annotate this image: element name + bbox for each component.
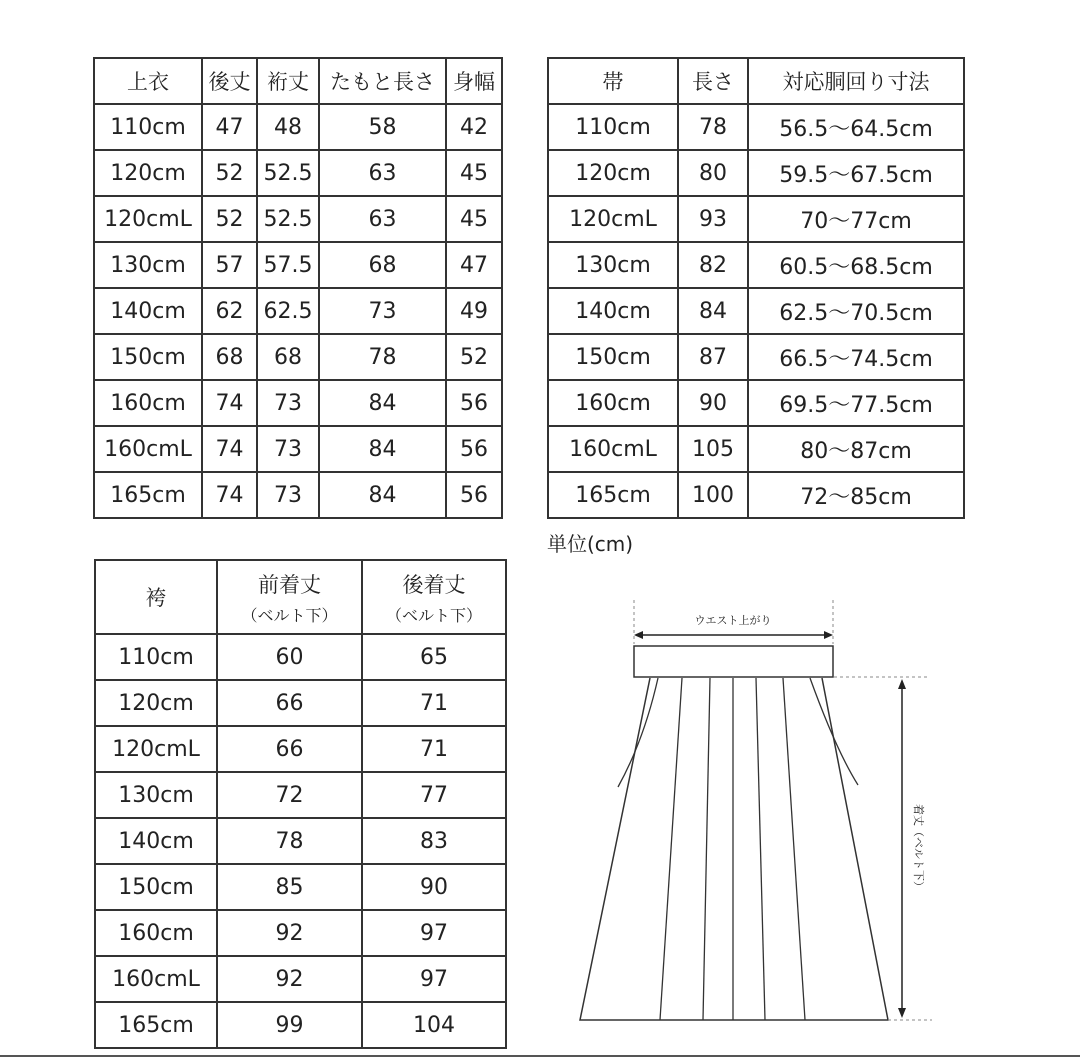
value-cell: 104 bbox=[362, 1002, 506, 1048]
top-size-table bbox=[93, 57, 503, 519]
value-cell: 100 bbox=[678, 472, 748, 518]
value-cell: 72〜85cm bbox=[748, 472, 964, 518]
value-cell: 68 bbox=[257, 334, 319, 380]
value-cell: 90 bbox=[678, 380, 748, 426]
size-cell: 120cmL bbox=[95, 726, 217, 772]
value-cell: 47 bbox=[446, 242, 502, 288]
value-cell: 58 bbox=[319, 104, 446, 150]
value-cell: 57 bbox=[202, 242, 257, 288]
value-cell: 45 bbox=[446, 150, 502, 196]
header-front-length bbox=[217, 560, 362, 634]
value-cell: 84 bbox=[319, 426, 446, 472]
size-cell: 130cm bbox=[548, 242, 678, 288]
table-row bbox=[94, 242, 502, 288]
value-cell: 71 bbox=[362, 680, 506, 726]
value-cell: 105 bbox=[678, 426, 748, 472]
table-row bbox=[94, 426, 502, 472]
size-cell: 110cm bbox=[95, 634, 217, 680]
value-cell: 66 bbox=[217, 726, 362, 772]
value-cell: 49 bbox=[446, 288, 502, 334]
size-cell: 140cm bbox=[95, 818, 217, 864]
top-table-header-row bbox=[94, 58, 502, 104]
table-row bbox=[548, 472, 964, 518]
length-label: 着丈（ベルト下） bbox=[912, 804, 925, 892]
pleat-line bbox=[703, 678, 710, 1020]
pleat-line bbox=[756, 678, 765, 1020]
table-row bbox=[95, 634, 506, 680]
size-cell: 150cm bbox=[95, 864, 217, 910]
value-cell: 60 bbox=[217, 634, 362, 680]
size-cell: 120cm bbox=[95, 680, 217, 726]
right-side-slit bbox=[810, 678, 858, 785]
table-row bbox=[94, 104, 502, 150]
value-cell: 56.5〜64.5cm bbox=[748, 104, 964, 150]
size-cell: 160cmL bbox=[94, 426, 202, 472]
table-row bbox=[95, 726, 506, 772]
table-row bbox=[548, 288, 964, 334]
value-cell: 78 bbox=[319, 334, 446, 380]
value-cell: 73 bbox=[319, 288, 446, 334]
header-body-width: 身幅 bbox=[446, 58, 502, 104]
size-cell: 165cm bbox=[95, 1002, 217, 1048]
length-arrow-bottom-icon bbox=[898, 1008, 906, 1018]
table-row bbox=[94, 288, 502, 334]
header-top: 上衣 bbox=[94, 58, 202, 104]
bottom-divider bbox=[0, 1055, 1080, 1057]
value-cell: 87 bbox=[678, 334, 748, 380]
value-cell: 80〜87cm bbox=[748, 426, 964, 472]
value-cell: 65 bbox=[362, 634, 506, 680]
value-cell: 74 bbox=[202, 426, 257, 472]
waist-arrow-left-icon bbox=[634, 631, 643, 639]
value-cell: 93 bbox=[678, 196, 748, 242]
hakama-size-table bbox=[94, 559, 507, 1049]
size-cell: 120cmL bbox=[548, 196, 678, 242]
value-cell: 48 bbox=[257, 104, 319, 150]
table-row bbox=[548, 242, 964, 288]
table-row bbox=[95, 680, 506, 726]
size-cell: 160cmL bbox=[548, 426, 678, 472]
skirt-outline bbox=[580, 678, 888, 1020]
value-cell: 71 bbox=[362, 726, 506, 772]
size-cell: 140cm bbox=[94, 288, 202, 334]
waistband bbox=[634, 646, 833, 677]
header-back-length-hakama bbox=[362, 560, 506, 634]
value-cell: 97 bbox=[362, 910, 506, 956]
table-row bbox=[95, 956, 506, 1002]
value-cell: 78 bbox=[678, 104, 748, 150]
value-cell: 70〜77cm bbox=[748, 196, 964, 242]
value-cell: 56 bbox=[446, 472, 502, 518]
size-cell: 160cm bbox=[548, 380, 678, 426]
value-cell: 84 bbox=[678, 288, 748, 334]
value-cell: 97 bbox=[362, 956, 506, 1002]
value-cell: 57.5 bbox=[257, 242, 319, 288]
header-back-length-sub: （ベルト下） bbox=[385, 605, 482, 625]
value-cell: 92 bbox=[217, 910, 362, 956]
header-back-length-label: 後着丈 bbox=[402, 572, 466, 597]
size-cell: 130cm bbox=[94, 242, 202, 288]
value-cell: 99 bbox=[217, 1002, 362, 1048]
size-cell: 110cm bbox=[548, 104, 678, 150]
pleat-line bbox=[660, 678, 682, 1020]
value-cell: 45 bbox=[446, 196, 502, 242]
value-cell: 68 bbox=[319, 242, 446, 288]
hakama-table-body bbox=[95, 634, 506, 1048]
hakama-table-header-row bbox=[95, 560, 506, 634]
value-cell: 83 bbox=[362, 818, 506, 864]
size-cell: 120cmL bbox=[94, 196, 202, 242]
obi-table-body bbox=[548, 104, 964, 518]
unit-label: 単位(cm) bbox=[547, 532, 634, 556]
value-cell: 78 bbox=[217, 818, 362, 864]
value-cell: 52.5 bbox=[257, 196, 319, 242]
size-cell: 160cmL bbox=[95, 956, 217, 1002]
value-cell: 73 bbox=[257, 472, 319, 518]
value-cell: 59.5〜67.5cm bbox=[748, 150, 964, 196]
size-cell: 150cm bbox=[94, 334, 202, 380]
value-cell: 62 bbox=[202, 288, 257, 334]
table-row bbox=[94, 334, 502, 380]
value-cell: 62.5 bbox=[257, 288, 319, 334]
header-front-length-label: 前着丈 bbox=[258, 572, 321, 597]
obi-table-header-row bbox=[548, 58, 964, 104]
value-cell: 69.5〜77.5cm bbox=[748, 380, 964, 426]
value-cell: 85 bbox=[217, 864, 362, 910]
table-row bbox=[548, 426, 964, 472]
value-cell: 52 bbox=[202, 150, 257, 196]
value-cell: 66 bbox=[217, 680, 362, 726]
value-cell: 62.5〜70.5cm bbox=[748, 288, 964, 334]
table-row bbox=[95, 818, 506, 864]
pleat-line bbox=[783, 678, 805, 1020]
value-cell: 56 bbox=[446, 380, 502, 426]
size-cell: 165cm bbox=[94, 472, 202, 518]
value-cell: 73 bbox=[257, 426, 319, 472]
size-cell: 130cm bbox=[95, 772, 217, 818]
hakama-diagram bbox=[570, 590, 940, 1040]
table-row bbox=[95, 910, 506, 956]
value-cell: 74 bbox=[202, 472, 257, 518]
table-row bbox=[95, 1002, 506, 1048]
size-cell: 140cm bbox=[548, 288, 678, 334]
value-cell: 82 bbox=[678, 242, 748, 288]
value-cell: 42 bbox=[446, 104, 502, 150]
waist-label: ウエスト上がり bbox=[694, 614, 772, 627]
table-row bbox=[94, 380, 502, 426]
value-cell: 52 bbox=[446, 334, 502, 380]
size-cell: 160cm bbox=[95, 910, 217, 956]
size-cell: 120cm bbox=[548, 150, 678, 196]
size-cell: 110cm bbox=[94, 104, 202, 150]
value-cell: 56 bbox=[446, 426, 502, 472]
header-obi-length: 長さ bbox=[678, 58, 748, 104]
value-cell: 63 bbox=[319, 150, 446, 196]
value-cell: 92 bbox=[217, 956, 362, 1002]
obi-size-table bbox=[547, 57, 965, 519]
value-cell: 73 bbox=[257, 380, 319, 426]
length-arrow-top-icon bbox=[898, 679, 906, 689]
table-row bbox=[548, 104, 964, 150]
value-cell: 74 bbox=[202, 380, 257, 426]
size-cell: 150cm bbox=[548, 334, 678, 380]
value-cell: 68 bbox=[202, 334, 257, 380]
header-sleeve-length: 裄丈 bbox=[257, 58, 319, 104]
header-obi: 帯 bbox=[548, 58, 678, 104]
left-side-slit bbox=[618, 678, 658, 787]
value-cell: 66.5〜74.5cm bbox=[748, 334, 964, 380]
table-row bbox=[94, 196, 502, 242]
table-row bbox=[95, 864, 506, 910]
value-cell: 63 bbox=[319, 196, 446, 242]
table-row bbox=[548, 150, 964, 196]
header-sleeve-pocket-length: たもと長さ bbox=[319, 58, 446, 104]
value-cell: 77 bbox=[362, 772, 506, 818]
value-cell: 80 bbox=[678, 150, 748, 196]
table-row bbox=[94, 150, 502, 196]
value-cell: 72 bbox=[217, 772, 362, 818]
header-back-length: 後丈 bbox=[202, 58, 257, 104]
header-front-length-sub: （ベルト下） bbox=[241, 605, 338, 625]
value-cell: 52 bbox=[202, 196, 257, 242]
size-cell: 160cm bbox=[94, 380, 202, 426]
header-hakama bbox=[95, 560, 217, 634]
value-cell: 84 bbox=[319, 472, 446, 518]
value-cell: 84 bbox=[319, 380, 446, 426]
header-hakama-label: 袴 bbox=[145, 586, 167, 610]
size-cell: 120cm bbox=[94, 150, 202, 196]
top-table-body bbox=[94, 104, 502, 518]
value-cell: 47 bbox=[202, 104, 257, 150]
value-cell: 60.5〜68.5cm bbox=[748, 242, 964, 288]
waist-arrow-right-icon bbox=[824, 631, 833, 639]
table-row bbox=[94, 472, 502, 518]
table-row bbox=[95, 772, 506, 818]
value-cell: 90 bbox=[362, 864, 506, 910]
header-waist-range: 対応胴回り寸法 bbox=[748, 58, 964, 104]
table-row bbox=[548, 334, 964, 380]
table-row bbox=[548, 380, 964, 426]
size-cell: 165cm bbox=[548, 472, 678, 518]
value-cell: 52.5 bbox=[257, 150, 319, 196]
table-row bbox=[548, 196, 964, 242]
